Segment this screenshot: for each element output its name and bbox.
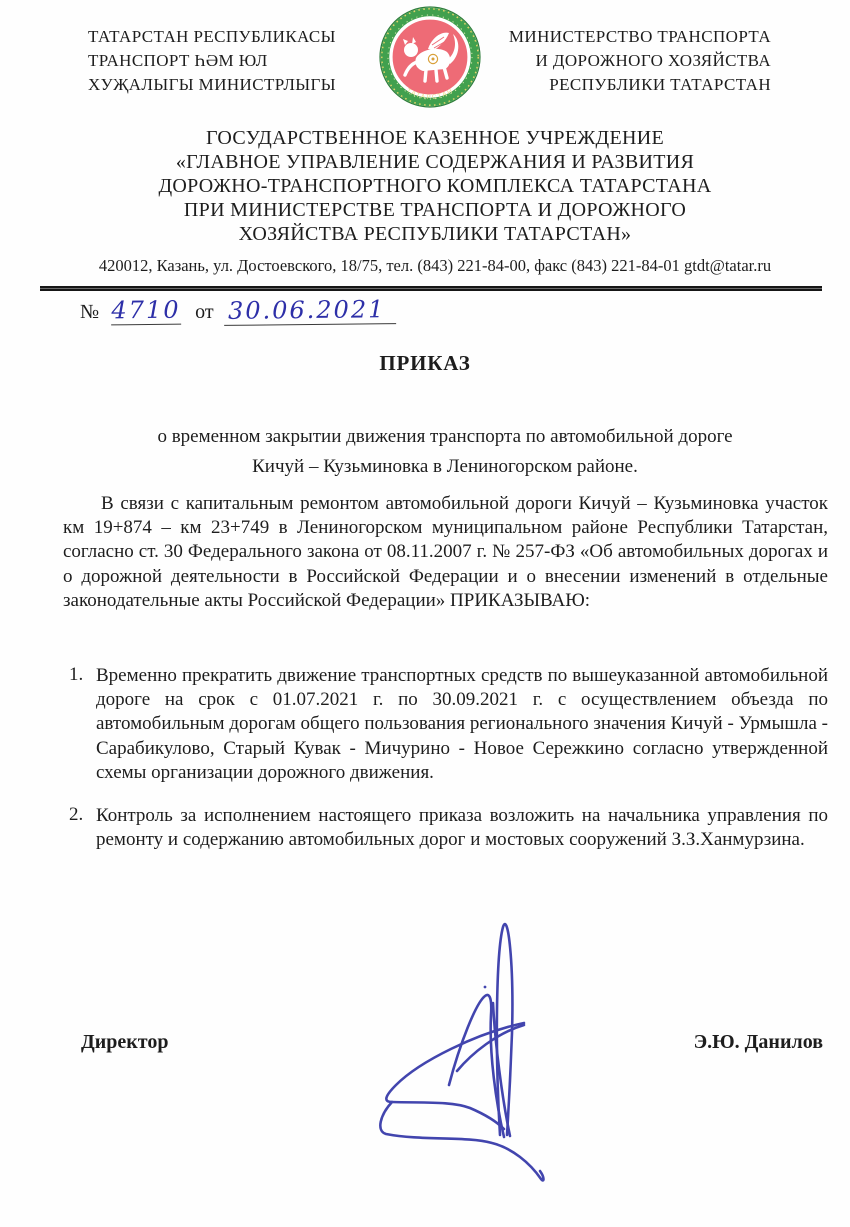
org-name-russian-line: И ДОРОЖНОГО ХОЗЯЙСТВА bbox=[535, 51, 771, 70]
org-name-russian-line: РЕСПУБЛИКИ ТАТАРСТАН bbox=[549, 75, 771, 94]
institution-line: ДОРОЖНО-ТРАНСПОРТНОГО КОМПЛЕКСА ТАТАРСТАНА bbox=[158, 175, 712, 197]
address-line: 420012, Казань, ул. Достоевского, 18/75, тел. (843) 221-84-00, факс (843) 221-84-01 gtdt@tatar.ru bbox=[98, 256, 772, 275]
org-name-tatar-line: ТАТАРСТАН РЕСПУБЛИКАСЫ bbox=[88, 27, 336, 46]
institution-line: ХОЗЯЙСТВА РЕСПУБЛИКИ ТАТАРСТАН» bbox=[238, 223, 632, 245]
order-item-1 bbox=[63, 664, 828, 785]
order-item-2 bbox=[63, 804, 828, 852]
date-label: от bbox=[195, 301, 214, 323]
org-name-tatar-line: ТРАНСПОРТ ҺӘМ ЮЛ bbox=[88, 51, 268, 70]
handwritten-signature bbox=[352, 903, 648, 1225]
requisites-line bbox=[80, 296, 396, 325]
institution-name bbox=[30, 126, 840, 246]
number-label: № bbox=[80, 301, 100, 323]
institution-line: «ГЛАВНОЕ УПРАВЛЕНИЕ СОДЕРЖАНИЯ И РАЗВИТИЯ bbox=[175, 151, 695, 173]
org-name-tatar-line: ХУҖАЛЫГЫ МИНИСТРЛЫГЫ bbox=[88, 75, 336, 94]
org-name-russian-line: МИНИСТЕРСТВО ТРАНСПОРТА bbox=[508, 27, 771, 46]
emblem-caption: ТАТАРСТАН bbox=[404, 87, 456, 102]
order-item-number: 2. bbox=[69, 804, 84, 826]
letterhead-divider bbox=[40, 286, 822, 291]
document-number-handwritten: 4710 bbox=[111, 295, 181, 325]
order-item-number: 1. bbox=[69, 664, 84, 685]
order-item-text: Контроль за исполнением настоящего приказа возложить на начальника управления по ремонту и содержанию автомобильных дорог и мостовых сооружений З.З.Ханмурзина. bbox=[96, 805, 828, 851]
document-subject bbox=[80, 422, 810, 482]
order-item-text: Временно прекратить движение транспортных средств по вышеуказанной автомобильной дороге на срок с 01.07.2021 г. по 30.09.2021 г. с осуществлением объезда по автомобильным дорогам общего пользования регионального значения Кичуй - Урмышла - Сарабикулово, Старый Кувак - Мичурино - Новое Сережкино согласно утвержденной схемы организации дорожного движения. bbox=[96, 665, 828, 783]
institution-line: ГОСУДАРСТВЕННОЕ КАЗЕННОЕ УЧРЕЖДЕНИЕ bbox=[205, 127, 665, 149]
org-name-russian bbox=[441, 25, 771, 97]
subject-line: Кичуй – Кузьминовка в Лениногорском районе. bbox=[252, 456, 638, 477]
signer-name: Э.Ю. Данилов bbox=[693, 1031, 823, 1053]
document-title: ПРИКАЗ bbox=[379, 351, 471, 375]
document-date-handwritten: 30.06.2021 bbox=[223, 295, 395, 326]
order-items bbox=[63, 664, 828, 871]
org-name-tatar bbox=[88, 25, 388, 97]
subject-line: о временном закрытии движения транспорта по автомобильной дороге bbox=[157, 426, 733, 447]
preamble-paragraph: В связи с капитальным ремонтом автомобильной дороги Кичуй – Кузьминовка участок км 19+874 – км 23+749 в Лениногорском муниципальном районе Республики Татарстан, согласно ст. 30 Федерального закона от 08.11.2007 г. № 257-ФЗ «Об автомобильных дорогах и о дорожной деятельности в Российской Федерации и о внесении изменений в отдельные законодательные акты Российской Федерации» ПРИКАЗЫВАЮ: bbox=[63, 493, 828, 611]
signer-position: Директор bbox=[81, 1031, 169, 1053]
institution-line: ПРИ МИНИСТЕРСТВЕ ТРАНСПОРТА И ДОРОЖНОГО bbox=[183, 199, 687, 221]
